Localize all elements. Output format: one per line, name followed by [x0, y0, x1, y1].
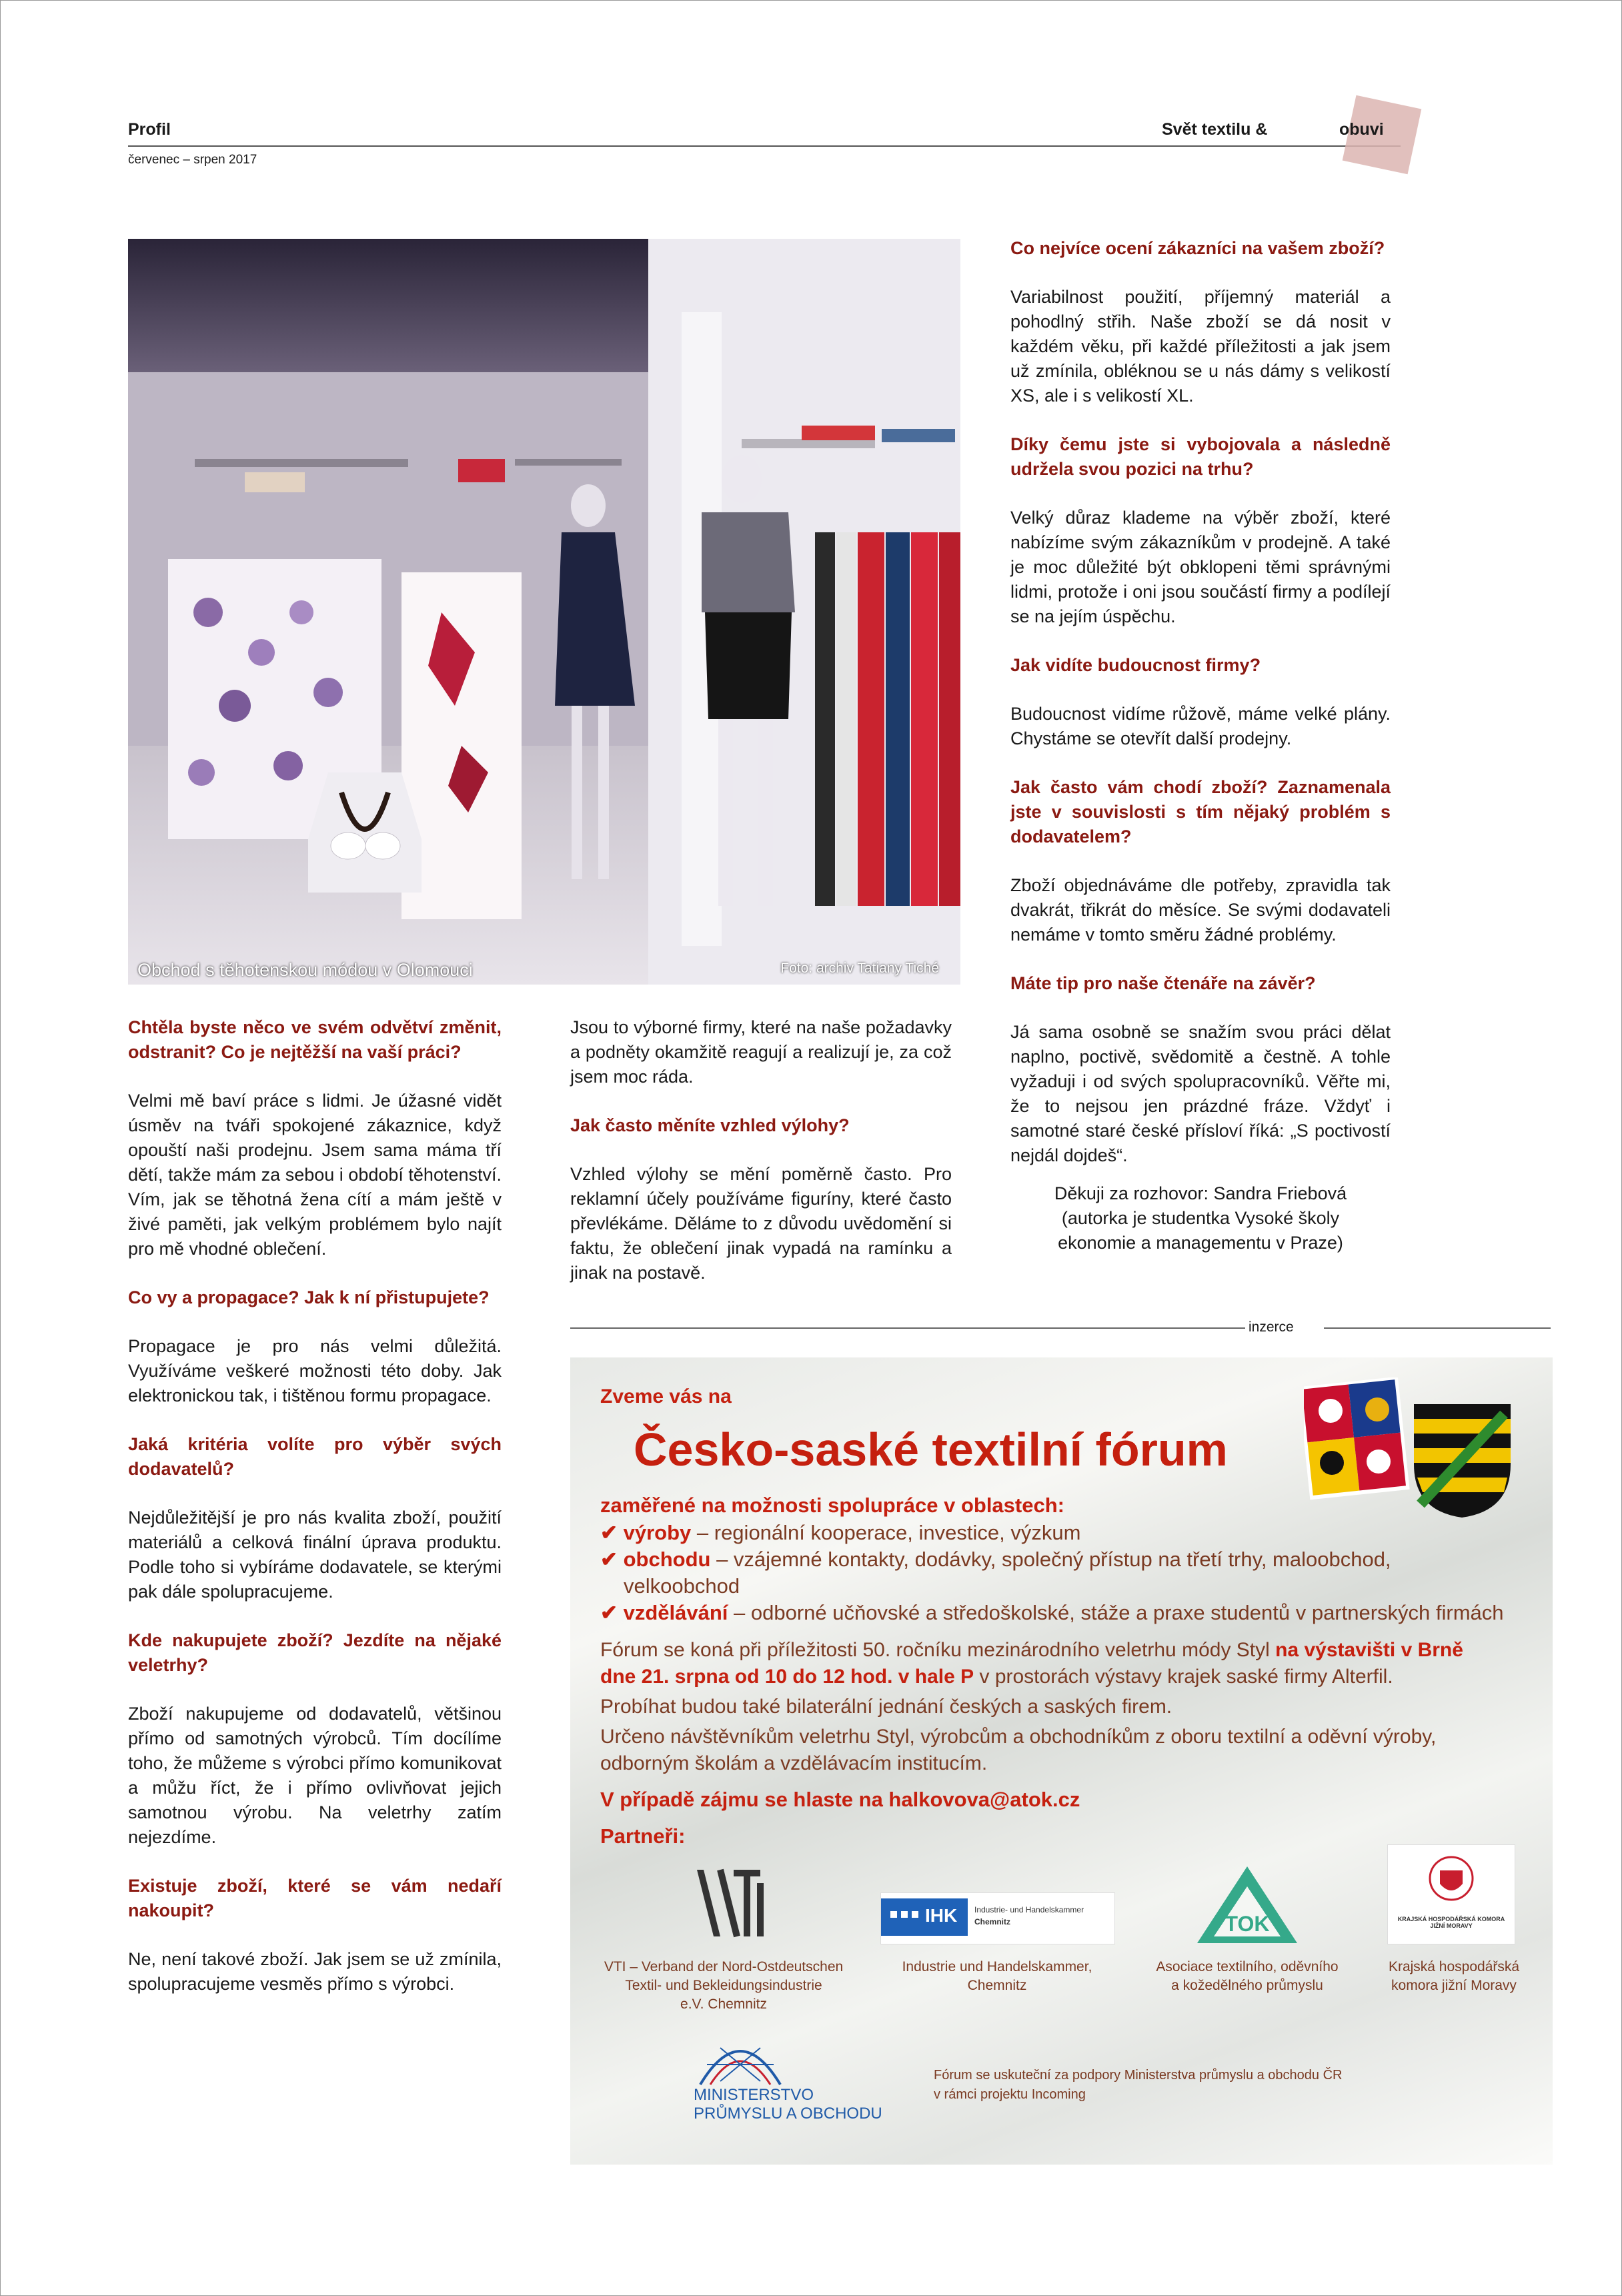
ad-venue-line2: dne 21. srpna od 10 do 12 hod. v hale P v prostorách výstavy krajek saské firmy Alterfil.: [600, 1666, 1393, 1688]
atok-logo-text: TOK: [1225, 1912, 1270, 1936]
question: Kde nakupujete zboží? Jezdíte na nějaké veletrhy?: [128, 1630, 502, 1675]
question: Jaká kritéria volíte pro výběr svých dodavatelů?: [128, 1434, 502, 1479]
ad-divider-left: [570, 1327, 1245, 1329]
ad-audience-line1: Určeno návštěvníkům veletrhu Styl, výrobcům a obchodníkům z oboru textilní a oděvní výroby,: [600, 1726, 1437, 1748]
khk-logo-text: KRAJSKÁ HOSPODÁŘSKÁ KOMORA JIŽNÍ MORAVY: [1397, 1916, 1505, 1929]
ad-divider-right: [1324, 1327, 1551, 1329]
author-note: (autorka je studentka Vysoké školy: [1061, 1208, 1340, 1228]
ad-bilateral: Probíhat budou také bilaterální jednání českých a saských firem.: [600, 1696, 1172, 1718]
photo-credit: Foto: archiv Tatiany Tiché: [780, 961, 939, 976]
answer: Velký důraz klademe na výběr zboží, které nabízíme svým zákazníkům v prodejně. A také je moc důležité být obklopeni těmi správnými lidmi, protože i oni jsou součástí firmy a podílejí se na jejím úspěchu.: [1010, 508, 1391, 626]
question: Existuje zboží, které se vám nedaří nakoupit?: [128, 1876, 502, 1920]
answer: Já sama osobně se snažím svou práci dělat naplno, poctivě, svědomitě a čestně. A tohle vyžaduji i od svých spolupracovníků. Věřte mi, že to nejsou jen prázdné fráze. Vždyť i samotné staré české přísloví říká: „S poctivostí nejdál dojdeš“.: [1010, 1022, 1391, 1165]
ad-support-note: Fórum se uskuteční za podpory Ministerstva průmyslu a obchodu ČR v rámci projektu Incoming: [934, 2068, 1343, 2102]
middle-column: [570, 1015, 952, 1285]
question: Jak často měníte vzhled výlohy?: [570, 1115, 850, 1135]
header-rule: [128, 145, 1401, 147]
question: Díky čemu jste si vybojovala a následně udržela svou pozici na trhu?: [1010, 434, 1391, 479]
ad-audience-line2: odborným školám a vzdělávacím institucím.: [600, 1752, 988, 1774]
answer: Variabilnost použití, příjemný materiál a pohodlný střih. Naše zboží se dá nosit v každém věku, při každé příležitosti a jak jsem už zmínila, obléknou se u nás dámy s velikostí XS, ale i s velikostí XL.: [1010, 287, 1391, 406]
partner-vti-label: VTI – Verband der Nord-Ostdeutschen Textil- und Bekleidungsindustrie e.V. Chemnitz: [604, 1959, 844, 2012]
khk-logo: [1387, 1844, 1515, 1944]
author-note: ekonomie a managementu v Praze): [1058, 1233, 1343, 1253]
issue-date: červenec – srpen 2017: [128, 153, 257, 167]
partner-atok-label: Asociace textilního, oděvního a kožedělného průmyslu: [1156, 1959, 1339, 1993]
answer: Nejdůležitější je pro nás kvalita zboží, použití materiálů a celková finální úprava produktu. Podle toho si vybíráme dodavatele, se kterými pak dále spolupracujeme.: [128, 1508, 502, 1602]
ad-venue-line1: Fórum se koná při příležitosti 50. ročníku mezinárodního veletrhu módy Styl na výstavišti v Brně: [600, 1639, 1463, 1661]
vti-logo-icon: [694, 1863, 767, 1943]
ministry-logo-text: MINISTERSTVO PRŮMYSLU A OBCHODU: [694, 2086, 882, 2123]
check-icon: ✔: [600, 1521, 618, 1544]
ad-invite: Zveme vás na: [600, 1385, 732, 1407]
answer: Velmi mě baví práce s lidmi. Je úžasné vidět úsměv na tváři spokojené zákaznice, když opouští naši prodejnu. Jsem sama máma tří dětí, takže mám za sebou i období těhotenství. Vím, jak se těhotná žena cítí a mám ještě v živé paměti, jak velkým problémem bylo najít pro mě vhodné oblečení.: [128, 1091, 502, 1259]
ad-title: Česko-saské textilní fórum: [634, 1423, 1228, 1476]
answer: Ne, není takové zboží. Jak jsem se už zmínila, spolupracujeme vesměs přímo s výrobci.: [128, 1949, 502, 1994]
thanks-line: Děkuji za rozhovor: Sandra Friebová: [1054, 1183, 1347, 1203]
answer: Vzhled výlohy se mění poměrně často. Pro reklamní účely používáme figuríny, které často převlékáme. Děláme to z důvodu uvědomění si faktu, že oblečení jinak vypadá na ramínku a jinak na postavě.: [570, 1164, 952, 1283]
bust-necklace: [308, 772, 422, 893]
partners-title: Partneři:: [600, 1824, 686, 1848]
question: Chtěla byste něco ve svém odvětví změnit, odstranit? Co je nejtěžší na vaší práci?: [128, 1017, 502, 1062]
ad-item-trade-cont: velkoobchod: [624, 1574, 740, 1598]
store-illustration: [128, 239, 960, 985]
answer: Propagace je pro nás velmi důležitá. Využíváme veškeré možnosti této doby. Jak elektronickou tak, i tištěnou formu propagace.: [128, 1336, 502, 1405]
left-column: [128, 1015, 502, 1996]
ihk-logo: IHK Industrie- und Handelskammer Chemnitz: [880, 1892, 1115, 1944]
magazine-name: Svět textilu &: [1162, 120, 1268, 139]
partner-ihk-label: Industrie und Handelskammer, Chemnitz: [902, 1959, 1092, 1993]
photo-caption: Obchod s těhotenskou módou v Olomouci: [137, 960, 473, 980]
question: Co vy a propagace? Jak k ní přistupujete?: [128, 1287, 490, 1307]
ministry-logo-icon: [694, 2031, 787, 2088]
khk-emblem-icon: [1388, 1845, 1515, 1912]
answer: Budoucnost vidíme růžově, máme velké plány. Chystáme se otevřít další prodejny.: [1010, 704, 1391, 748]
ad-contact: V případě zájmu se hlaste na halkovova@atok.cz: [600, 1788, 1080, 1811]
ad-item-production: ✔ výroby – regionální kooperace, investice, výzkum: [600, 1521, 1081, 1544]
ad-focus: zaměřené na možnosti spolupráce v oblastech:: [600, 1494, 1064, 1517]
check-icon: ✔: [600, 1548, 618, 1571]
ihk-logo-text: IHK: [925, 1905, 958, 1926]
forum-advertisement: [570, 1357, 1553, 2165]
magazine-name-suffix: obuvi: [1339, 120, 1384, 139]
atok-logo-icon: [1194, 1863, 1301, 1946]
ad-label: inzerce: [1249, 1319, 1294, 1335]
store-photo: [128, 239, 960, 985]
partner-khk-label: Krajská hospodářská komora jižní Moravy: [1388, 1959, 1520, 1993]
coats-of-arms-icon: [1304, 1377, 1517, 1521]
section-title: Profil: [128, 120, 171, 139]
ad-item-education: ✔ vzdělávání – odborné učňovské a středoškolské, stáže a praxe studentů v partnerských firmách: [600, 1601, 1504, 1624]
answer: Jsou to výborné firmy, které na naše požadavky a podněty okamžitě reagují a realizují je, za což jsem moc ráda.: [570, 1017, 952, 1087]
answer: Zboží objednáváme dle potřeby, zpravidla tak dvakrát, třikrát do měsíce. Se svými dodavateli nemáme v tomto směru žádné problémy.: [1010, 875, 1391, 945]
question: Jak vidíte budoucnost firmy?: [1010, 655, 1261, 675]
check-icon: ✔: [600, 1601, 618, 1624]
answer: Zboží nakupujeme od dodavatelů, většinou přímo od samotných výrobců. Tím docílíme toho, že můžeme s výrobci přímo komunikovat a můžu říct, že i přímo ovlivňovat jejich samotnou výrobu. Na veletrhy zatím nejezdíme.: [128, 1704, 502, 1847]
question: Jak často vám chodí zboží? Zaznamenala jste v souvislosti s tím nějaký problém s dodavatelem?: [1010, 777, 1391, 846]
right-column: [1010, 236, 1391, 1255]
ad-item-trade: ✔ obchodu – vzájemné kontakty, dodávky, společný přístup na třetí trhy, maloobchod,: [600, 1548, 1391, 1571]
question: Máte tip pro naše čtenáře na závěr?: [1010, 973, 1316, 993]
question: Co nejvíce ocení zákazníci na vašem zboží?: [1010, 238, 1385, 258]
